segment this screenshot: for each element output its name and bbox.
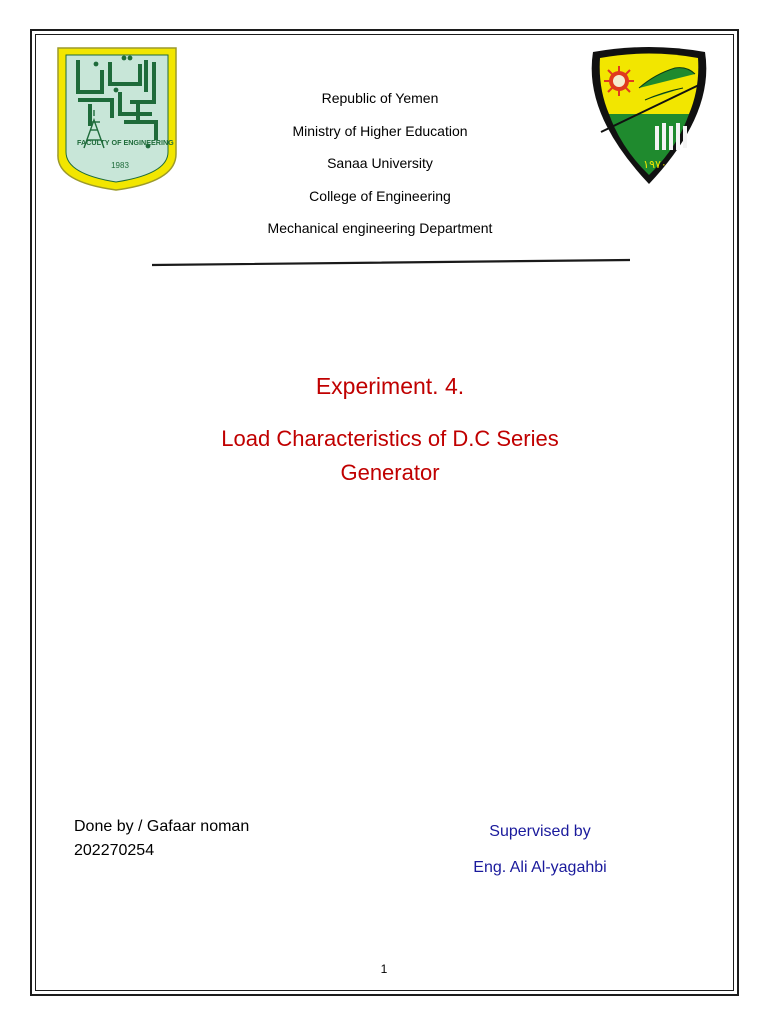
svg-text:١٩٧٠: ١٩٧٠ (643, 158, 667, 171)
author-name: Done by / Gafaar noman (74, 818, 250, 835)
supervisor-block (450, 820, 630, 880)
faculty-of-engineering-logo (50, 42, 183, 192)
header-ministry: Ministry of Higher Education (292, 122, 468, 139)
sanaa-university-logo (583, 44, 715, 189)
header-country: Republic of Yemen (321, 90, 439, 106)
supervisor-label: Supervised by (489, 823, 591, 840)
header-university: Sanaa University (327, 155, 433, 171)
page-number: 1 (380, 962, 388, 976)
svg-text:FACULTY OF ENGINEERING: FACULTY OF ENGINEERING (77, 138, 174, 147)
header-college: College of Engineering (309, 187, 451, 204)
author-block (74, 815, 249, 863)
svg-text:1983: 1983 (111, 161, 129, 170)
student-id: 202270254 (74, 842, 155, 859)
header-department: Mechanical engineering Department (267, 220, 493, 236)
experiment-number: Experiment. 4. (315, 373, 465, 399)
experiment-title: Load Characteristics of D.C Series Generator (221, 426, 559, 485)
institution-header (200, 86, 560, 249)
header-divider (152, 258, 630, 268)
supervisor-name: Eng. Ali Al-yagahbi (473, 859, 607, 876)
